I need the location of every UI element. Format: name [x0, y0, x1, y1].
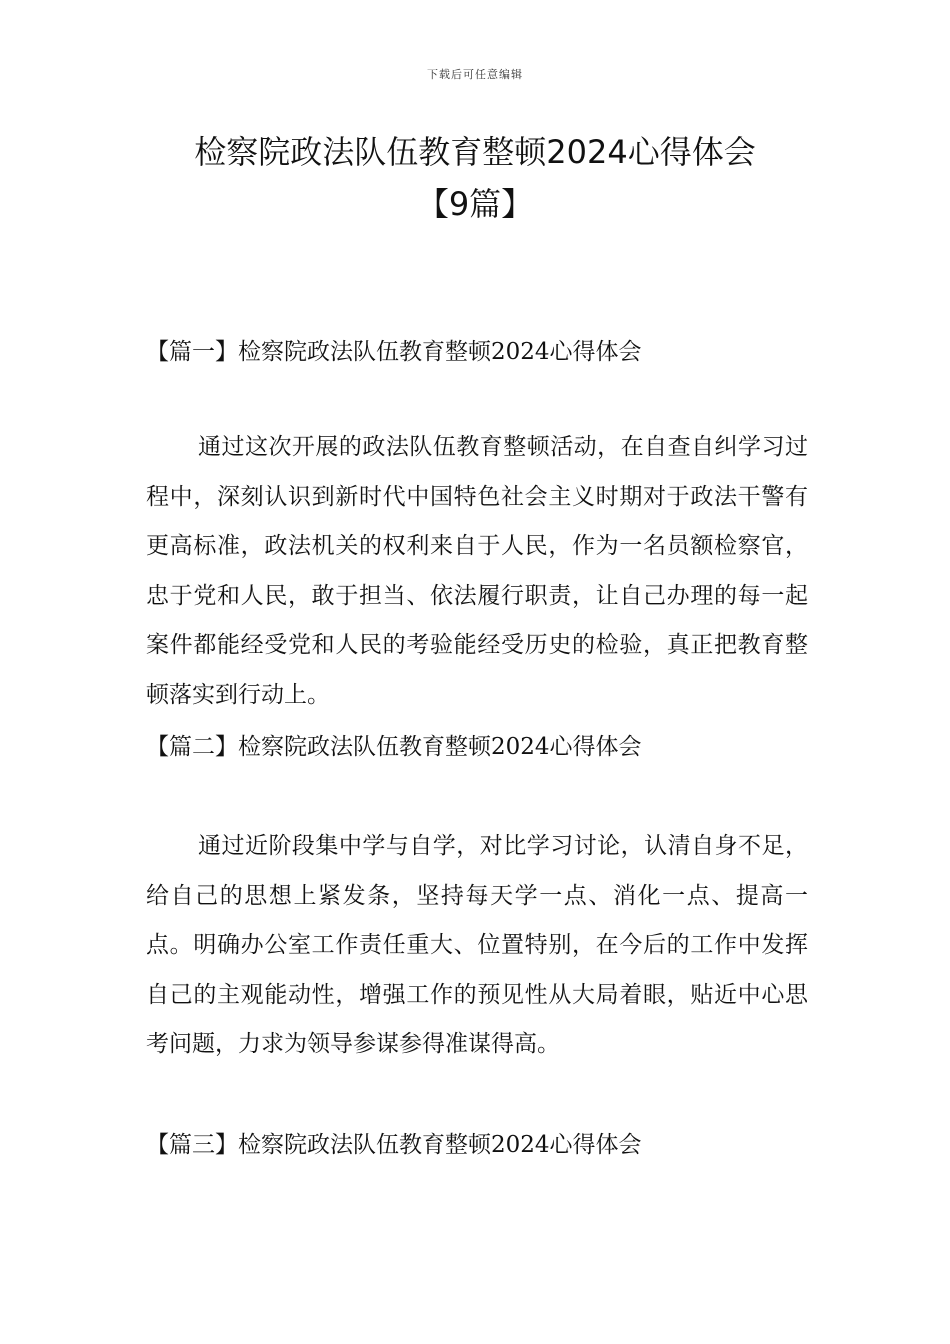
- section-paragraph-2: 通过近阶段集中学与自学，对比学习讨论，认清自身不足，给自己的思想上紧发条，坚持每天学一点、消化一点、提高一点。明确办公室工作责任重大、位置特别，在今后的工作中发挥自己的主观能动性，增强工作的预见性从大局着眼，贴近中心思考问题，力求为领导参谋参得准谋得高。: [146, 833, 808, 1058]
- section-heading-3: 【篇三】检察院政法队伍教育整顿2024心得体会: [146, 1132, 642, 1158]
- header-note: 下载后可任意编辑: [427, 68, 523, 81]
- document-title: [80, 126, 870, 230]
- section-heading-2: 【篇二】检察院政法队伍教育整顿2024心得体会: [146, 734, 642, 760]
- section-heading-1: 【篇一】检察院政法队伍教育整顿2024心得体会: [146, 339, 642, 365]
- section-paragraph-1: 通过这次开展的政法队伍教育整顿活动，在自查自纠学习过程中，深刻认识到新时代中国特色社会主义时期对于政法干警有更高标准，政法机关的权利来自于人民，作为一名员额检察官，忠于党和人民，敢于担当、依法履行职责，让自己办理的每一起案件都能经受党和人民的考验能经受历史的检验，真正把教育整顿落实到行动上。: [146, 434, 808, 708]
- document-title-line-1: 检察院政法队伍教育整顿2024心得体会: [194, 133, 756, 171]
- document-title-line-2: 【9篇】: [416, 185, 534, 223]
